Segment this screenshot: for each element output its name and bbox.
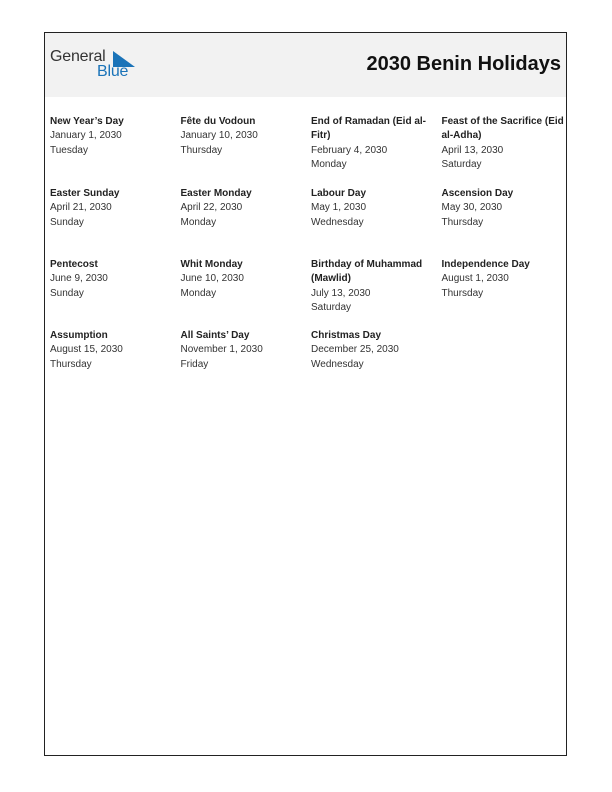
holiday-date: August 15, 2030 — [50, 344, 123, 356]
logo-text-general: General — [50, 48, 106, 65]
holiday-date: December 25, 2030 — [311, 344, 399, 356]
holiday-item — [181, 187, 306, 230]
holiday-name: Feast of the Sacrifice (Eid al-Adha) — [441, 116, 564, 142]
holiday-name: Pentecost — [50, 259, 98, 270]
holiday-weekday: Thursday — [50, 358, 92, 370]
holiday-item — [311, 187, 436, 230]
holiday-weekday: Monday — [180, 216, 217, 228]
holiday-name: All Saints’ Day — [180, 330, 250, 341]
holiday-weekday: Sunday — [50, 216, 84, 228]
holiday-weekday: Tuesday — [50, 144, 88, 156]
holiday-item — [50, 329, 175, 372]
holiday-weekday: Thursday — [441, 216, 484, 228]
holiday-name: Assumption — [50, 330, 108, 341]
page-frame — [44, 32, 567, 756]
holiday-item — [311, 115, 436, 172]
holiday-item — [311, 329, 436, 372]
holiday-date: August 1, 2030 — [441, 273, 509, 285]
holiday-item — [50, 258, 175, 301]
holiday-item — [442, 115, 567, 172]
holiday-weekday: Thursday — [441, 287, 484, 299]
holiday-date: April 21, 2030 — [50, 202, 112, 214]
header-bar — [45, 33, 566, 97]
holiday-name: Fête du Vodoun — [180, 116, 256, 127]
holiday-name: Birthday of Muhammad (Mawlid) — [311, 259, 423, 285]
holiday-weekday: Wednesday — [311, 216, 364, 228]
holiday-item — [181, 329, 306, 372]
holiday-name: Whit Monday — [180, 259, 243, 270]
holiday-item — [311, 258, 436, 315]
holiday-date: June 9, 2030 — [50, 273, 108, 285]
general-blue-logo — [50, 48, 140, 84]
holiday-name: Ascension Day — [441, 188, 514, 199]
holiday-weekday: Monday — [311, 158, 347, 170]
holiday-name: Independence Day — [441, 259, 530, 270]
holiday-name: Easter Sunday — [50, 188, 120, 199]
holiday-date: January 1, 2030 — [50, 130, 122, 142]
logo-text-blue: Blue — [97, 63, 129, 80]
holiday-item — [50, 187, 175, 230]
holiday-date: May 30, 2030 — [441, 202, 503, 214]
holiday-name: End of Ramadan (Eid al-Fitr) — [311, 116, 427, 142]
holiday-weekday: Saturday — [441, 158, 482, 170]
holiday-date: April 22, 2030 — [180, 202, 243, 214]
holiday-item — [181, 258, 306, 301]
holiday-item — [181, 115, 306, 158]
holiday-weekday: Wednesday — [311, 358, 364, 370]
holiday-date: April 13, 2030 — [441, 144, 504, 156]
holiday-weekday: Thursday — [180, 144, 223, 156]
holiday-weekday: Monday — [180, 287, 217, 299]
holiday-name: New Year’s Day — [50, 116, 124, 127]
holiday-weekday: Saturday — [311, 301, 352, 313]
page-title: 2030 Benin Holidays — [366, 53, 561, 75]
holiday-date: January 10, 2030 — [180, 130, 258, 142]
holiday-date: November 1, 2030 — [180, 344, 263, 356]
holiday-name: Labour Day — [311, 188, 367, 199]
holiday-weekday: Friday — [180, 358, 209, 370]
holiday-name: Easter Monday — [180, 188, 252, 199]
holiday-item — [442, 258, 567, 301]
holiday-date: July 13, 2030 — [311, 287, 371, 299]
holiday-item — [442, 187, 567, 230]
holiday-date: June 10, 2030 — [180, 273, 244, 285]
holiday-weekday: Sunday — [50, 287, 84, 299]
holiday-date: May 1, 2030 — [311, 202, 367, 214]
holiday-name: Christmas Day — [311, 330, 382, 341]
holiday-item — [50, 115, 175, 158]
holiday-date: February 4, 2030 — [311, 144, 388, 156]
